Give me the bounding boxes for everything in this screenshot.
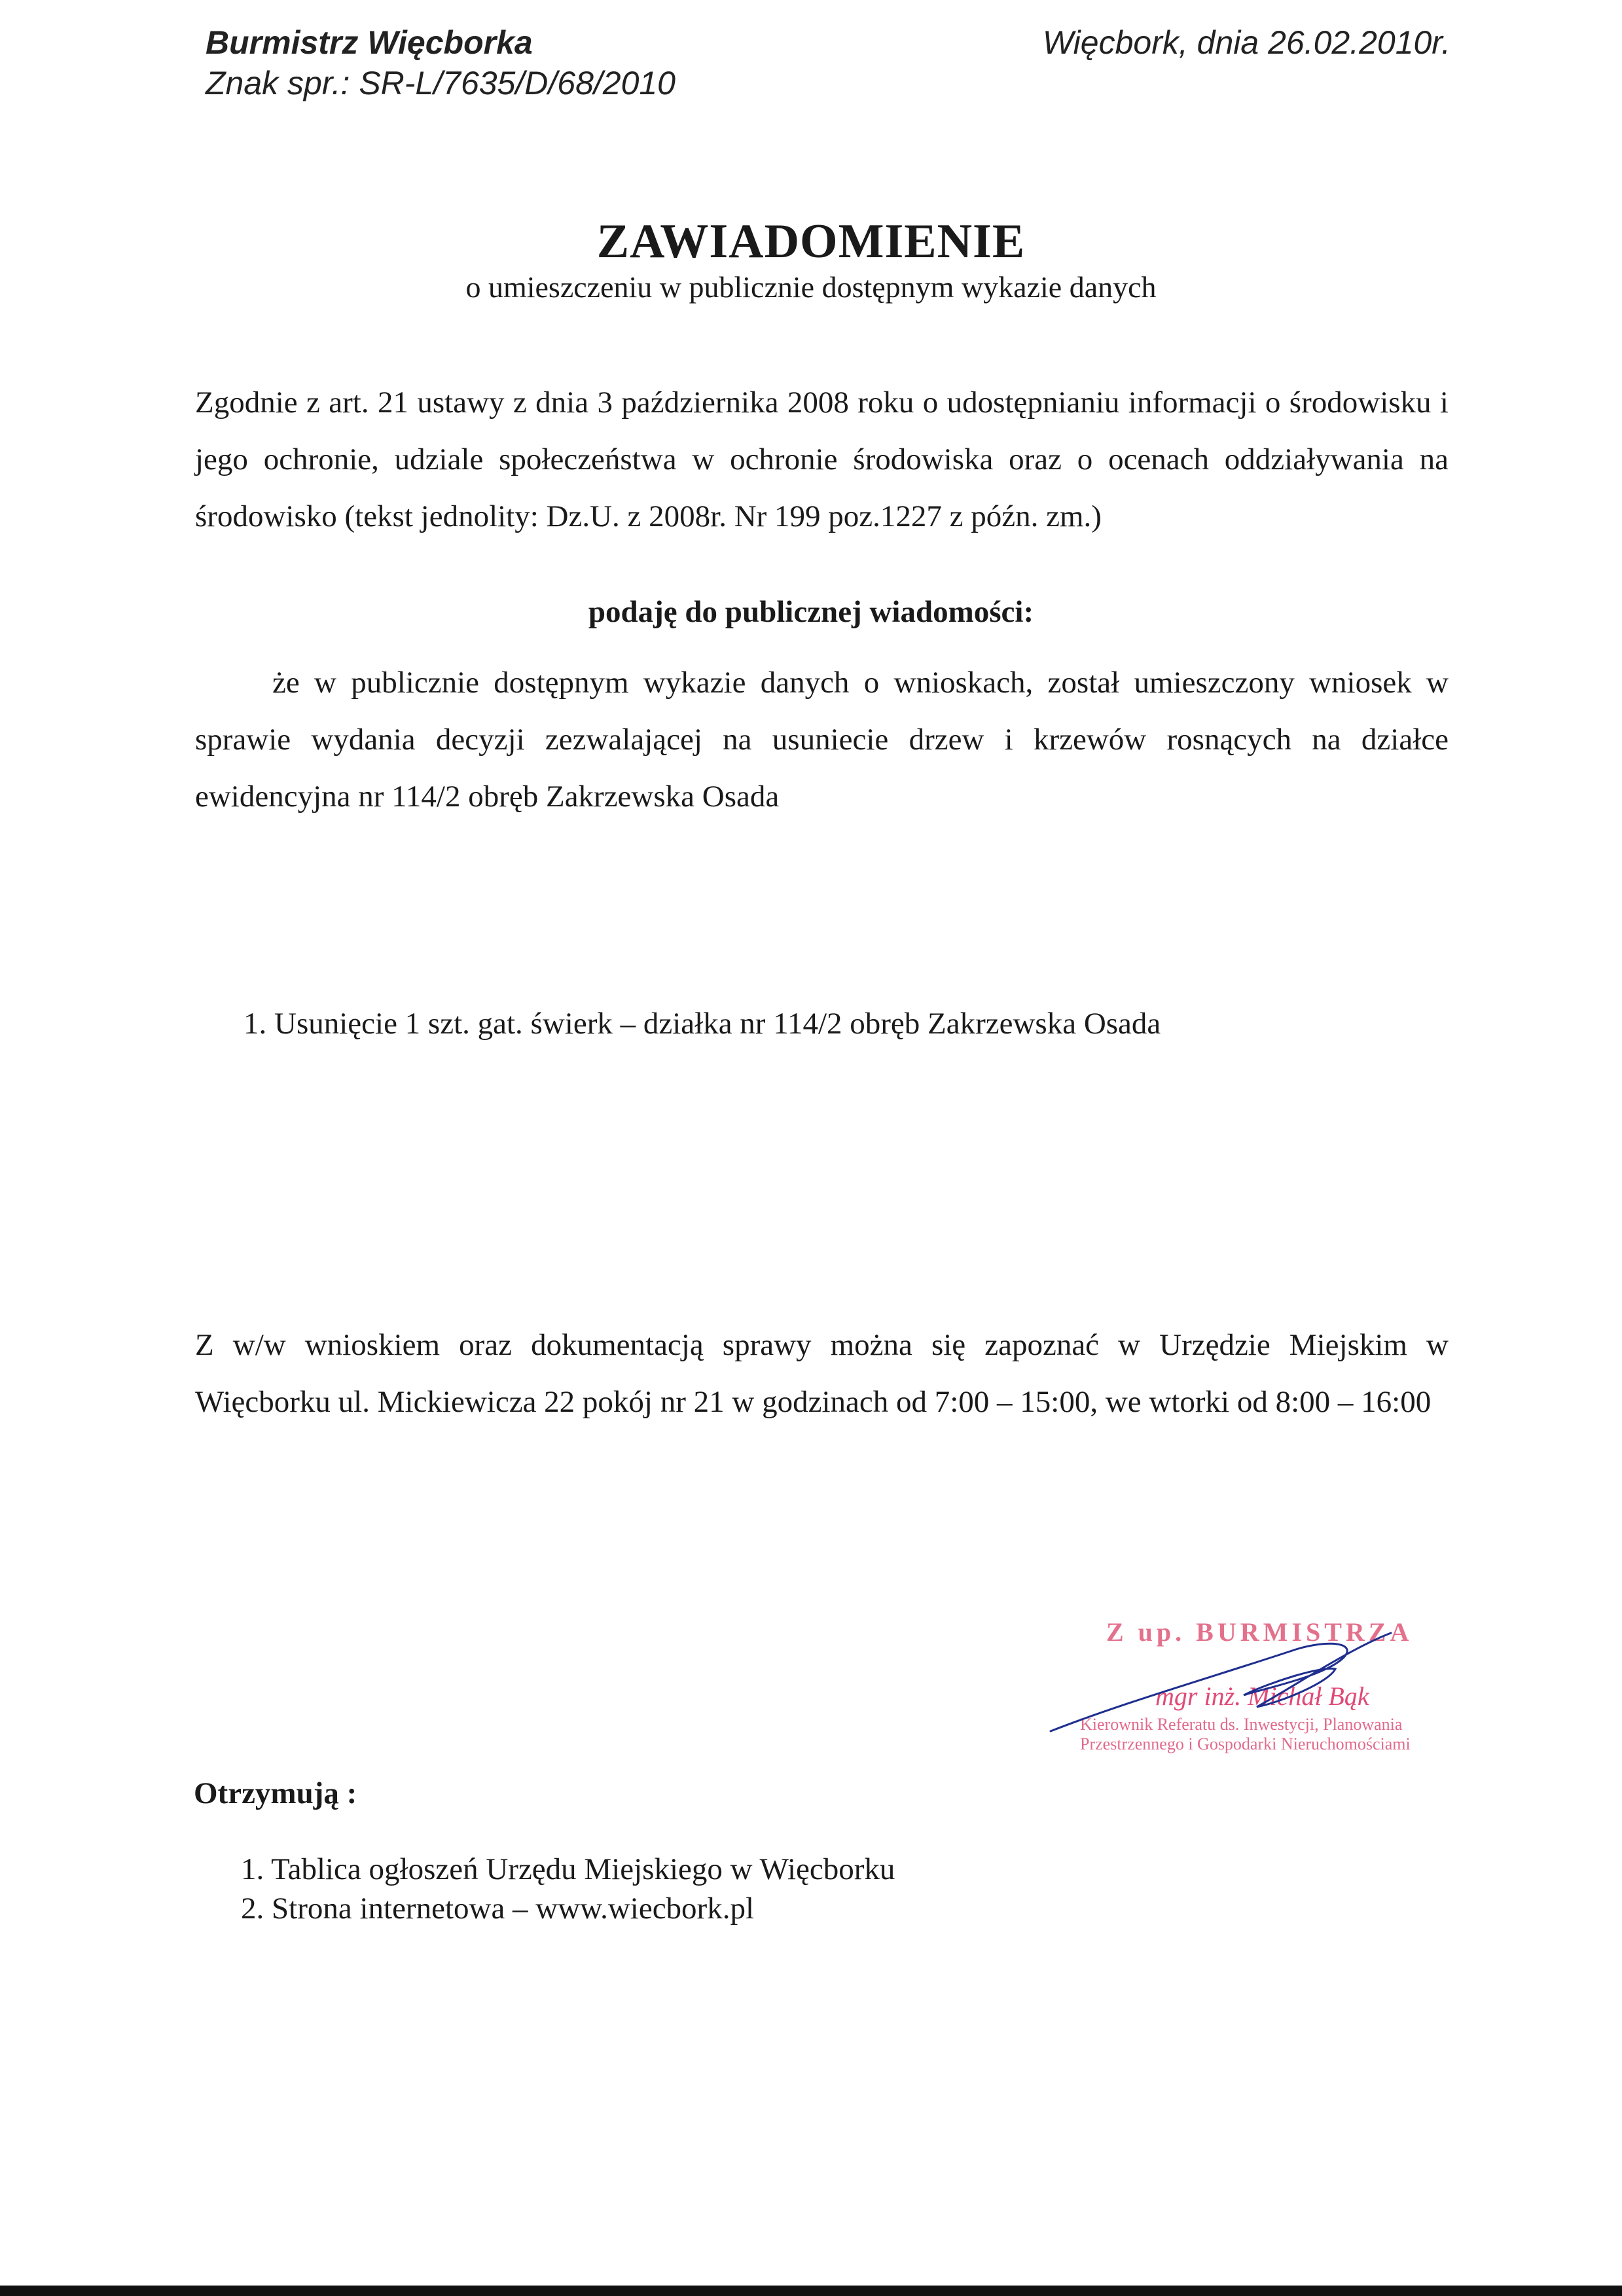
- issuer-name: Burmistrz Więcborka: [206, 24, 533, 61]
- stamp-official-name: mgr inż. Michał Bąk: [1155, 1681, 1369, 1711]
- document-title: ZAWIADOMIENIE: [596, 215, 1026, 268]
- recipients-heading: Otrzymują :: [194, 1776, 357, 1810]
- decision-paragraph: [195, 655, 1449, 825]
- stamp-position-line-2: Przestrzennego i Gospodarki Nieruchomościami: [1080, 1734, 1411, 1753]
- recipient-item: 1. Tablica ogłoszeń Urzędu Miejskiego w Więcborku: [241, 1852, 895, 1886]
- official-stamp: [1047, 1604, 1466, 1774]
- decision-text: że w publicznie dostępnym wykazie danych o wnioskach, został umieszczony wniosek w sprawie wydania decyzji zezwalającej na usuniecie drzew i krzewów rosnących na działce ewidencyjna nr 114/2 obręb Zakrzewska Osada: [195, 666, 1449, 814]
- stamp-position-line-1: Kierownik Referatu ds. Inwestycji, Planowania: [1080, 1715, 1403, 1734]
- recipient-item: 2. Strona internetowa – www.wiecbork.pl: [241, 1892, 755, 1926]
- public-notice-heading: podaję do publicznej wiadomości:: [588, 595, 1034, 629]
- removal-list-item: 1. Usunięcie 1 szt. gat. świerk – działka nr 114/2 obręb Zakrzewska Osada: [243, 1007, 1161, 1041]
- handwritten-signature: [1047, 1604, 1466, 1774]
- inspection-paragraph: Z w/w wnioskiem oraz dokumentacją sprawy można się zapoznać w Urzędzie Miejskim w Więcborku ul. Mickiewicza 22 pokój nr 21 w godzinach od 7:00 – 15:00, we wtorki od 8:00 – 16:00: [195, 1328, 1449, 1419]
- stamp-title: Z up. BURMISTRZA: [1106, 1617, 1413, 1647]
- case-reference: Znak spr.: SR-L/7635/D/68/2010: [206, 65, 676, 101]
- place-and-date: Więcbork, dnia 26.02.2010r.: [1042, 24, 1451, 61]
- document-subtitle: o umieszczeniu w publicznie dostępnym wykazie danych: [465, 270, 1157, 304]
- legal-basis-paragraph: Zgodnie z art. 21 ustawy z dnia 3 października 2008 roku o udostępnianiu informacji o środowisku i jego ochronie, udziale społeczeństwa w ochronie środowiska oraz o ocenach oddziaływania na środowisko (tekst jednolity: Dz.U. z 2008r. Nr 199 poz.1227 z późn. zm.): [195, 386, 1449, 533]
- scan-edge-bar: [0, 2286, 1622, 2296]
